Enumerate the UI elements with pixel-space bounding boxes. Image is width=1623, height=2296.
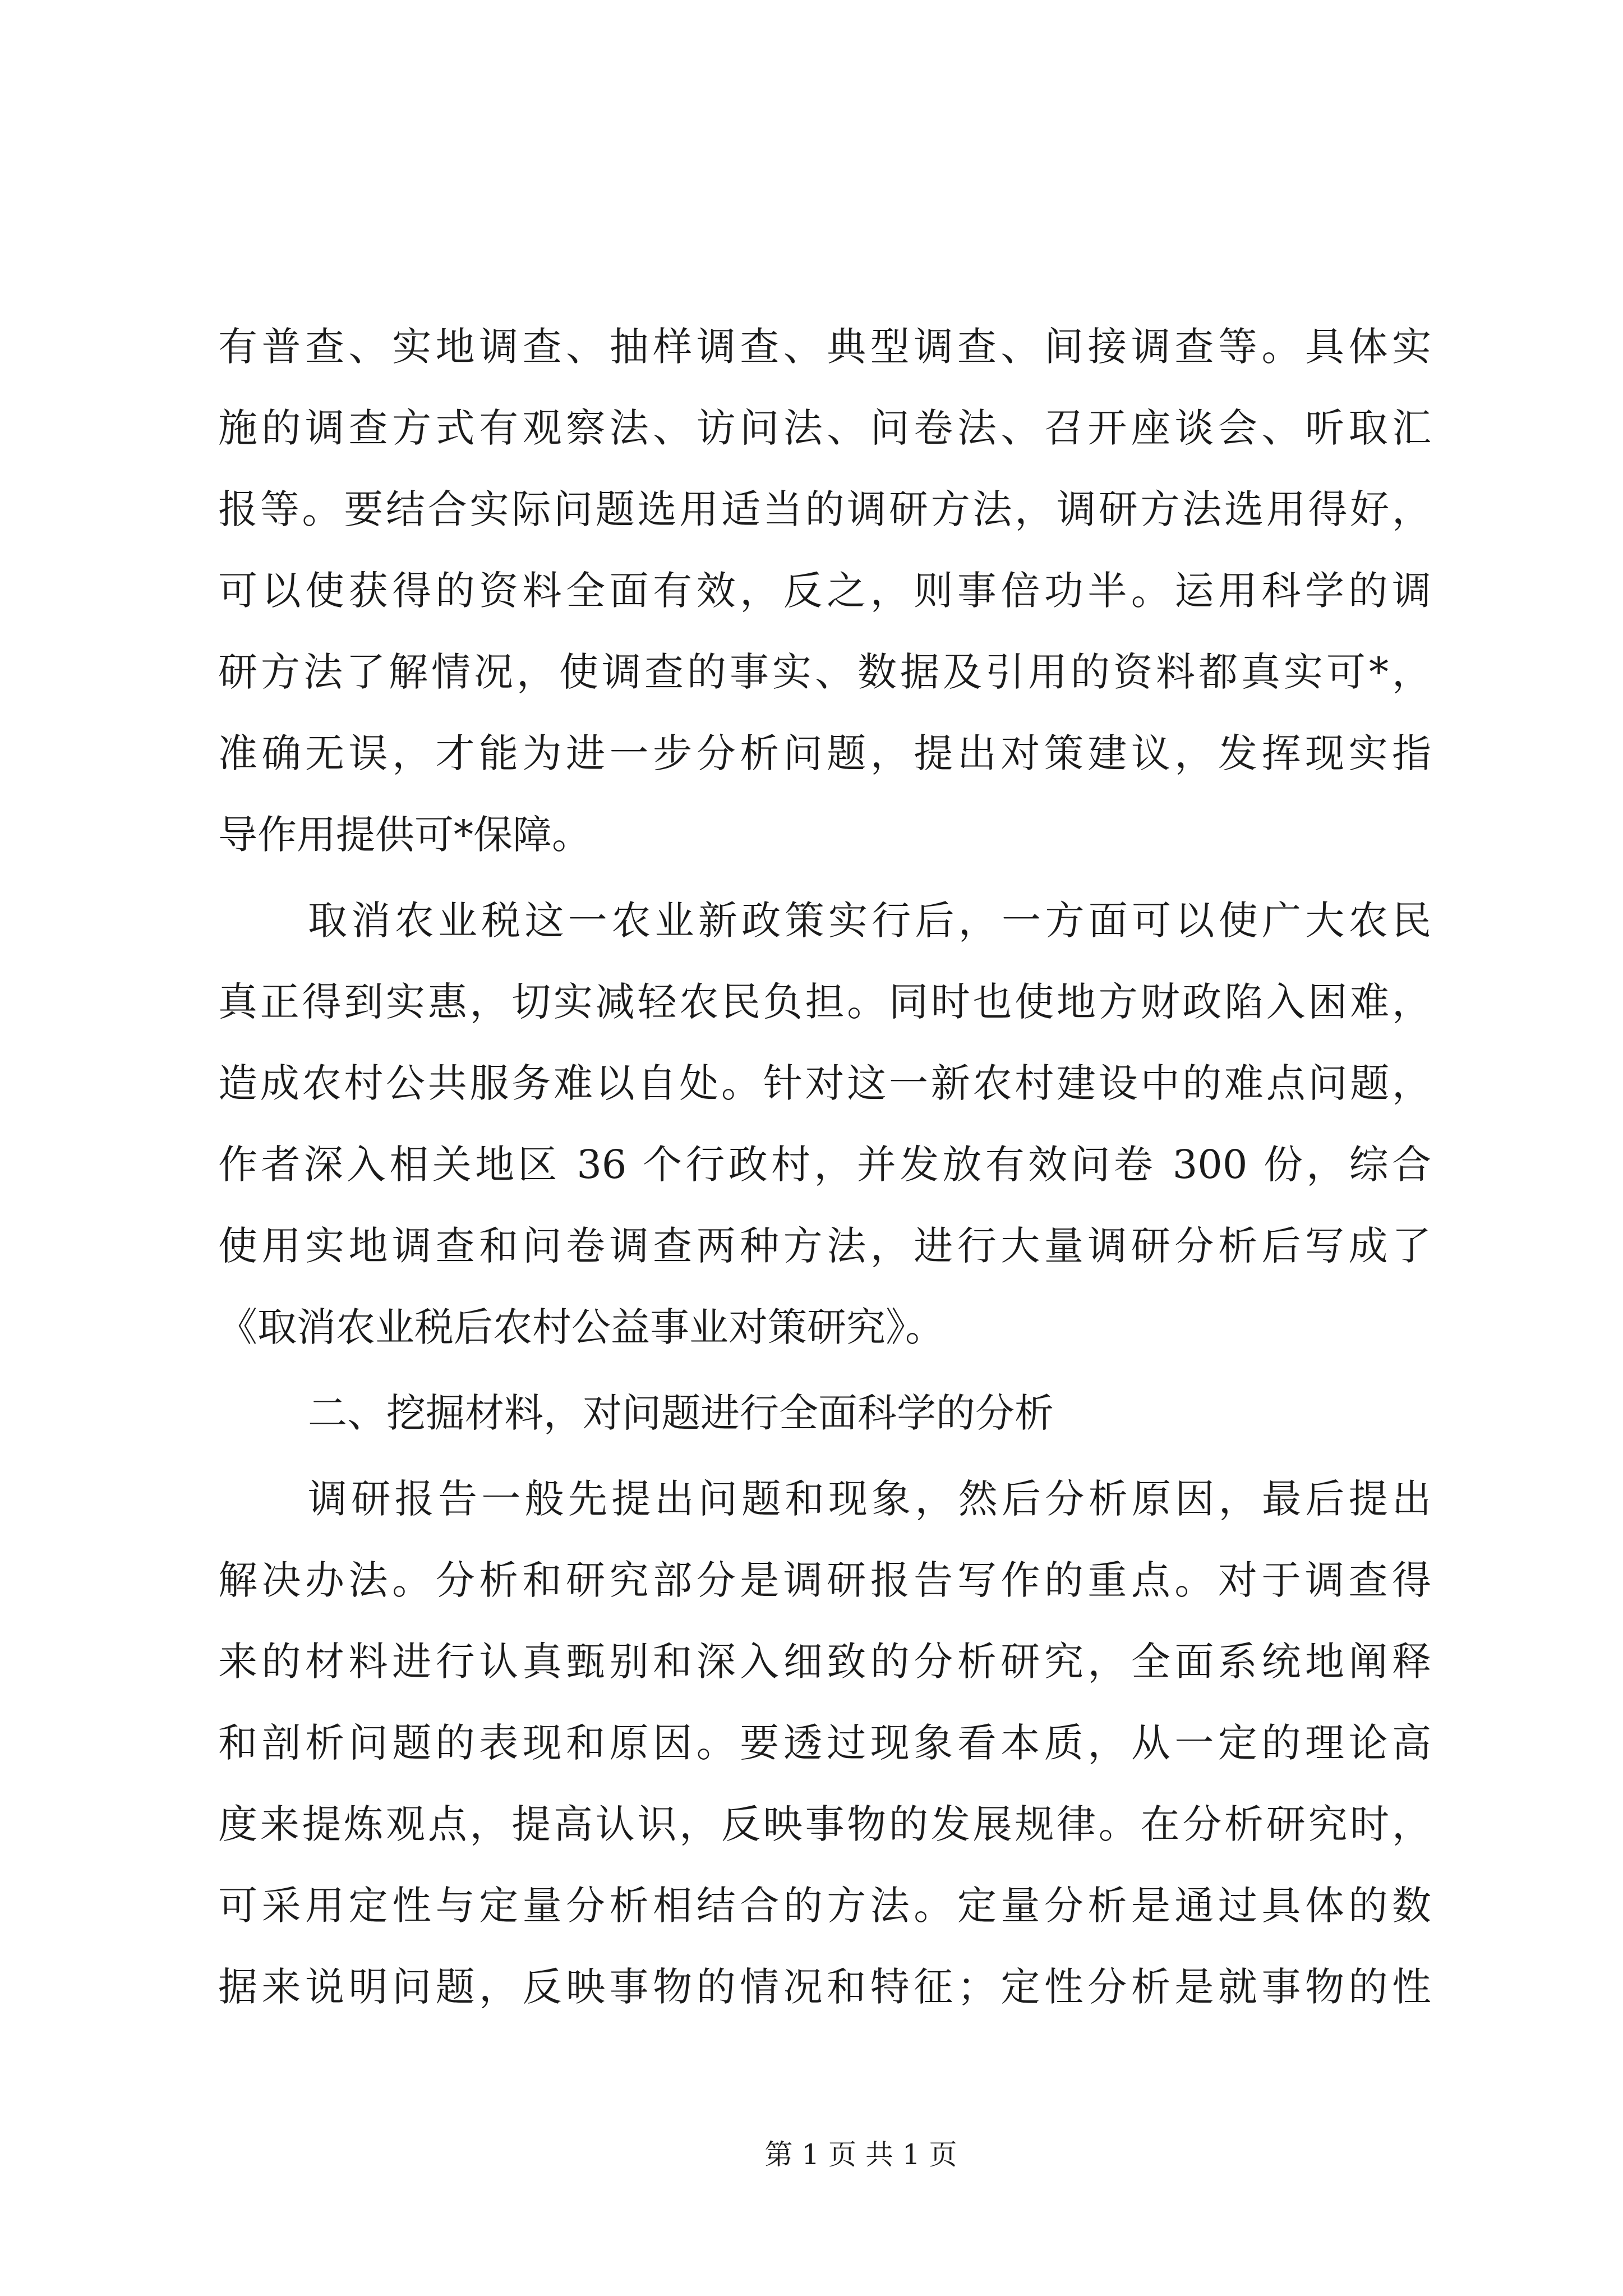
text-line: 可采用定性与定量分析相结合的方法。定量分析是通过具体的数: [218, 1883, 1431, 1929]
paragraph: [218, 880, 1431, 1368]
text-line: 和剖析问题的表现和原因。要透过现象看本质，从一定的理论高: [218, 1720, 1431, 1766]
text-line: 报等。要结合实际问题选用适当的调研方法，调研方法选用得好，: [218, 486, 1431, 532]
text-line: 《取消农业税后农村公益事业对策研究》。: [218, 1304, 944, 1350]
page-footer: 第 1 页 共 1 页: [764, 2138, 957, 2171]
text-line: 可以使获得的资料全面有效，反之，则事倍功半。运用科学的调: [218, 568, 1431, 614]
text-line: 使用实地调查和问卷调查两种方法，进行大量调研分析后写成了: [218, 1223, 1431, 1269]
text-line: 施的调查方式有观察法、访问法、问卷法、召开座谈会、听取汇: [218, 405, 1431, 451]
text-line: 度来提炼观点，提高认识，反映事物的发展规律。在分析研究时，: [218, 1801, 1431, 1847]
text-line: 作者深入相关地区 36 个行政村，并发放有效问卷 300 份，综合: [218, 1142, 1431, 1188]
text-line: 取消农业税这一农业新政策实行后，一方面可以使广大农民: [308, 898, 1431, 944]
text-line: 据来说明问题，反映事物的情况和特征；定性分析是就事物的性: [218, 1964, 1431, 2010]
text-line: 导作用提供可*保障。: [218, 812, 591, 858]
paragraph: [218, 1458, 1431, 2028]
section-heading-block: [218, 1373, 1431, 1454]
text-line: 解决办法。分析和研究部分是调研报告写作的重点。对于调查得: [218, 1557, 1431, 1603]
text-line: 调研报告一般先提出问题和现象，然后分析原因，最后提出: [308, 1476, 1431, 1522]
text-line: 研方法了解情况，使调查的事实、数据及引用的资料都真实可*，: [218, 649, 1431, 695]
paragraph: [218, 306, 1431, 876]
text-line: 真正得到实惠，切实减轻农民负担。同时也使地方财政陷入困难，: [218, 979, 1431, 1025]
text-line: 来的材料进行认真甄别和深入细致的分析研究，全面系统地阐释: [218, 1639, 1431, 1685]
text-line: 准确无误，才能为进一步分析问题，提出对策建议，发挥现实指: [218, 730, 1431, 776]
section-heading: 二、挖掘材料，对问题进行全面科学的分析: [308, 1390, 1054, 1436]
body-text: [218, 306, 1431, 2028]
text-line: 造成农村公共服务难以自处。针对这一新农村建设中的难点问题，: [218, 1060, 1431, 1106]
text-line: 有普查、实地调查、抽样调查、典型调查、间接调查等。具体实: [218, 324, 1431, 370]
